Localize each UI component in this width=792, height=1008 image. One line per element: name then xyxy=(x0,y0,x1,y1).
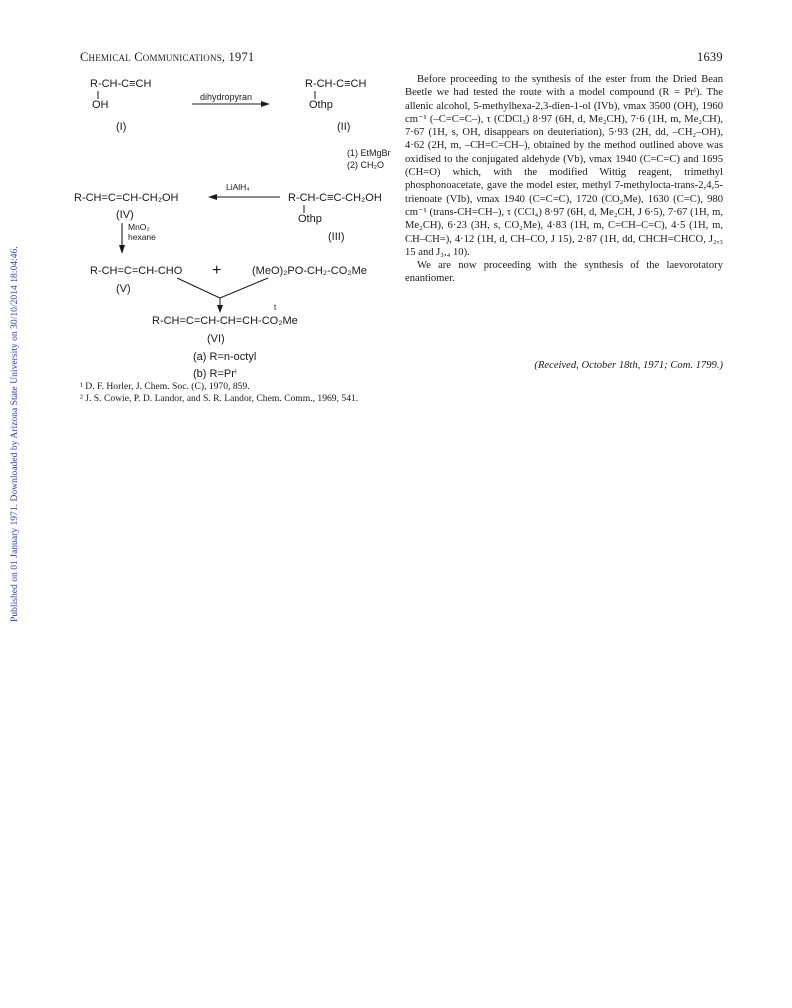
reagent-etmgbr: (1) EtMgBr xyxy=(347,148,391,158)
compound-I-formula: R-CH-C≡CH xyxy=(90,78,152,90)
compound-III-label: (III) xyxy=(328,231,345,243)
compound-VIb: (b) R=Prⁱ xyxy=(193,368,237,380)
arrow-to-VI-head xyxy=(217,305,223,313)
compound-V-formula: R-CH=C=CH-CHO xyxy=(90,265,183,277)
compound-VI-trans-mark: t xyxy=(274,303,277,312)
plus-sign: + xyxy=(212,262,222,279)
arrow-IV-to-V-head xyxy=(119,245,125,254)
body-text xyxy=(405,73,723,286)
page-number: 1639 xyxy=(697,50,723,64)
converge-line-left xyxy=(177,278,220,298)
converge-line-right xyxy=(220,278,268,298)
references xyxy=(80,381,358,405)
compound-V-label: (V) xyxy=(116,283,131,295)
compound-II-label: (II) xyxy=(337,121,351,133)
compound-III-formula: R-CH-C≡C-CH₂OH xyxy=(288,192,382,204)
received-line: (Received, October 18th, 1971; Com. 1799.) xyxy=(534,360,723,371)
paragraph-1: Before proceeding to the synthesis of the ester from the Dried Bean Beetle we had tested the route with a model compound (R = Prⁱ). The allenic alcohol, 5-methylhexa-2,3-dien-1-ol (IVb), νmax 3500 (OH), 1960 cm⁻¹ (–C=C=C–), τ (CDCl₃) 8·97 (6H, d, Me₂CH), 7·6 (1H, m, Me₂CH), 7·67 (1H, s, OH, disappears on deuteriation), 5·93 (2H, dd, –CH₂–OH), 4·62 (2H, m, –CH=C=CH–), obtained by the method outlined above was oxidised to the conjugated aldehyde (Vb), νmax 1940 (C=C=C) and 1695 (CH=O) which, with the modified Wittig reagent, trimethyl phosphonoacetate, gave the model ester, methyl 7-methylocta-trans-2,4,5-trienoate (VIb), νmax 1940 (C=C=C), 1720 (CO₂Me), 1630 (C=C), 980 cm⁻¹ (trans-CH=CH–), τ (CCl₄) 8·97 (6H, d, Me₂CH, J 6·5), 7·67 (1H, m, Me₂CH), 6·23 (3H, s, CO₂Me), 4·83 (1H, m, C=CH–C=C), 4·5 (1H, m, CH–CH=), 4·12 (1H, d, CH–CO, J 15), 2·87 (1H, dd, CHCH=CHCO, J₂,₃ 15 and J₃,₄ 10). xyxy=(405,74,723,258)
reagent-phosphonate: (MeO)₂PO-CH₂-CO₂Me xyxy=(252,265,367,277)
compound-II-substituent: Othp xyxy=(309,99,333,111)
compound-II-formula: R-CH-C≡CH xyxy=(305,78,367,90)
reagent-ch2o: (2) CH₂O xyxy=(347,160,384,170)
reference-2: ² J. S. Cowie, P. D. Landor, and S. R. Landor, Chem. Comm., 1969, 541. xyxy=(80,393,359,404)
compound-I-label: (I) xyxy=(116,121,127,133)
compound-IV-label: (IV) xyxy=(116,209,134,221)
arrow-III-to-IV-head xyxy=(208,194,217,200)
reagent-hexane: hexane xyxy=(128,232,156,242)
compound-VI-label: (VI) xyxy=(207,333,225,345)
download-notice[interactable]: Published on 01 January 1971. Downloaded by Arizona State University on 30/10/2014 18:04:46. xyxy=(9,246,20,622)
reagent-dihydropyran: dihydropyran xyxy=(200,92,253,102)
reaction-scheme xyxy=(60,70,405,390)
journal-title: Chemical Communications, 1971 xyxy=(80,50,255,64)
compound-I-substituent: OH xyxy=(92,99,109,111)
arrow-I-to-II-head xyxy=(261,101,270,107)
reagent-lialh4: LiAlH₄ xyxy=(226,182,250,192)
reagent-mno2: MnO₂ xyxy=(128,222,150,232)
compound-IV-formula: R-CH=C=CH-CH₂OH xyxy=(74,192,179,204)
paragraph-2: We are now proceeding with the synthesis of the laevorotatory enantiomer. xyxy=(405,260,723,285)
compound-III-substituent: Othp xyxy=(298,213,322,225)
compound-VI-formula: R-CH=C=CH-CH=CH-CO₂Me xyxy=(152,315,298,327)
compound-VIa: (a) R=n-octyl xyxy=(193,351,257,363)
reference-1: ¹ D. F. Horler, J. Chem. Soc. (C), 1970, 859. xyxy=(80,381,250,392)
